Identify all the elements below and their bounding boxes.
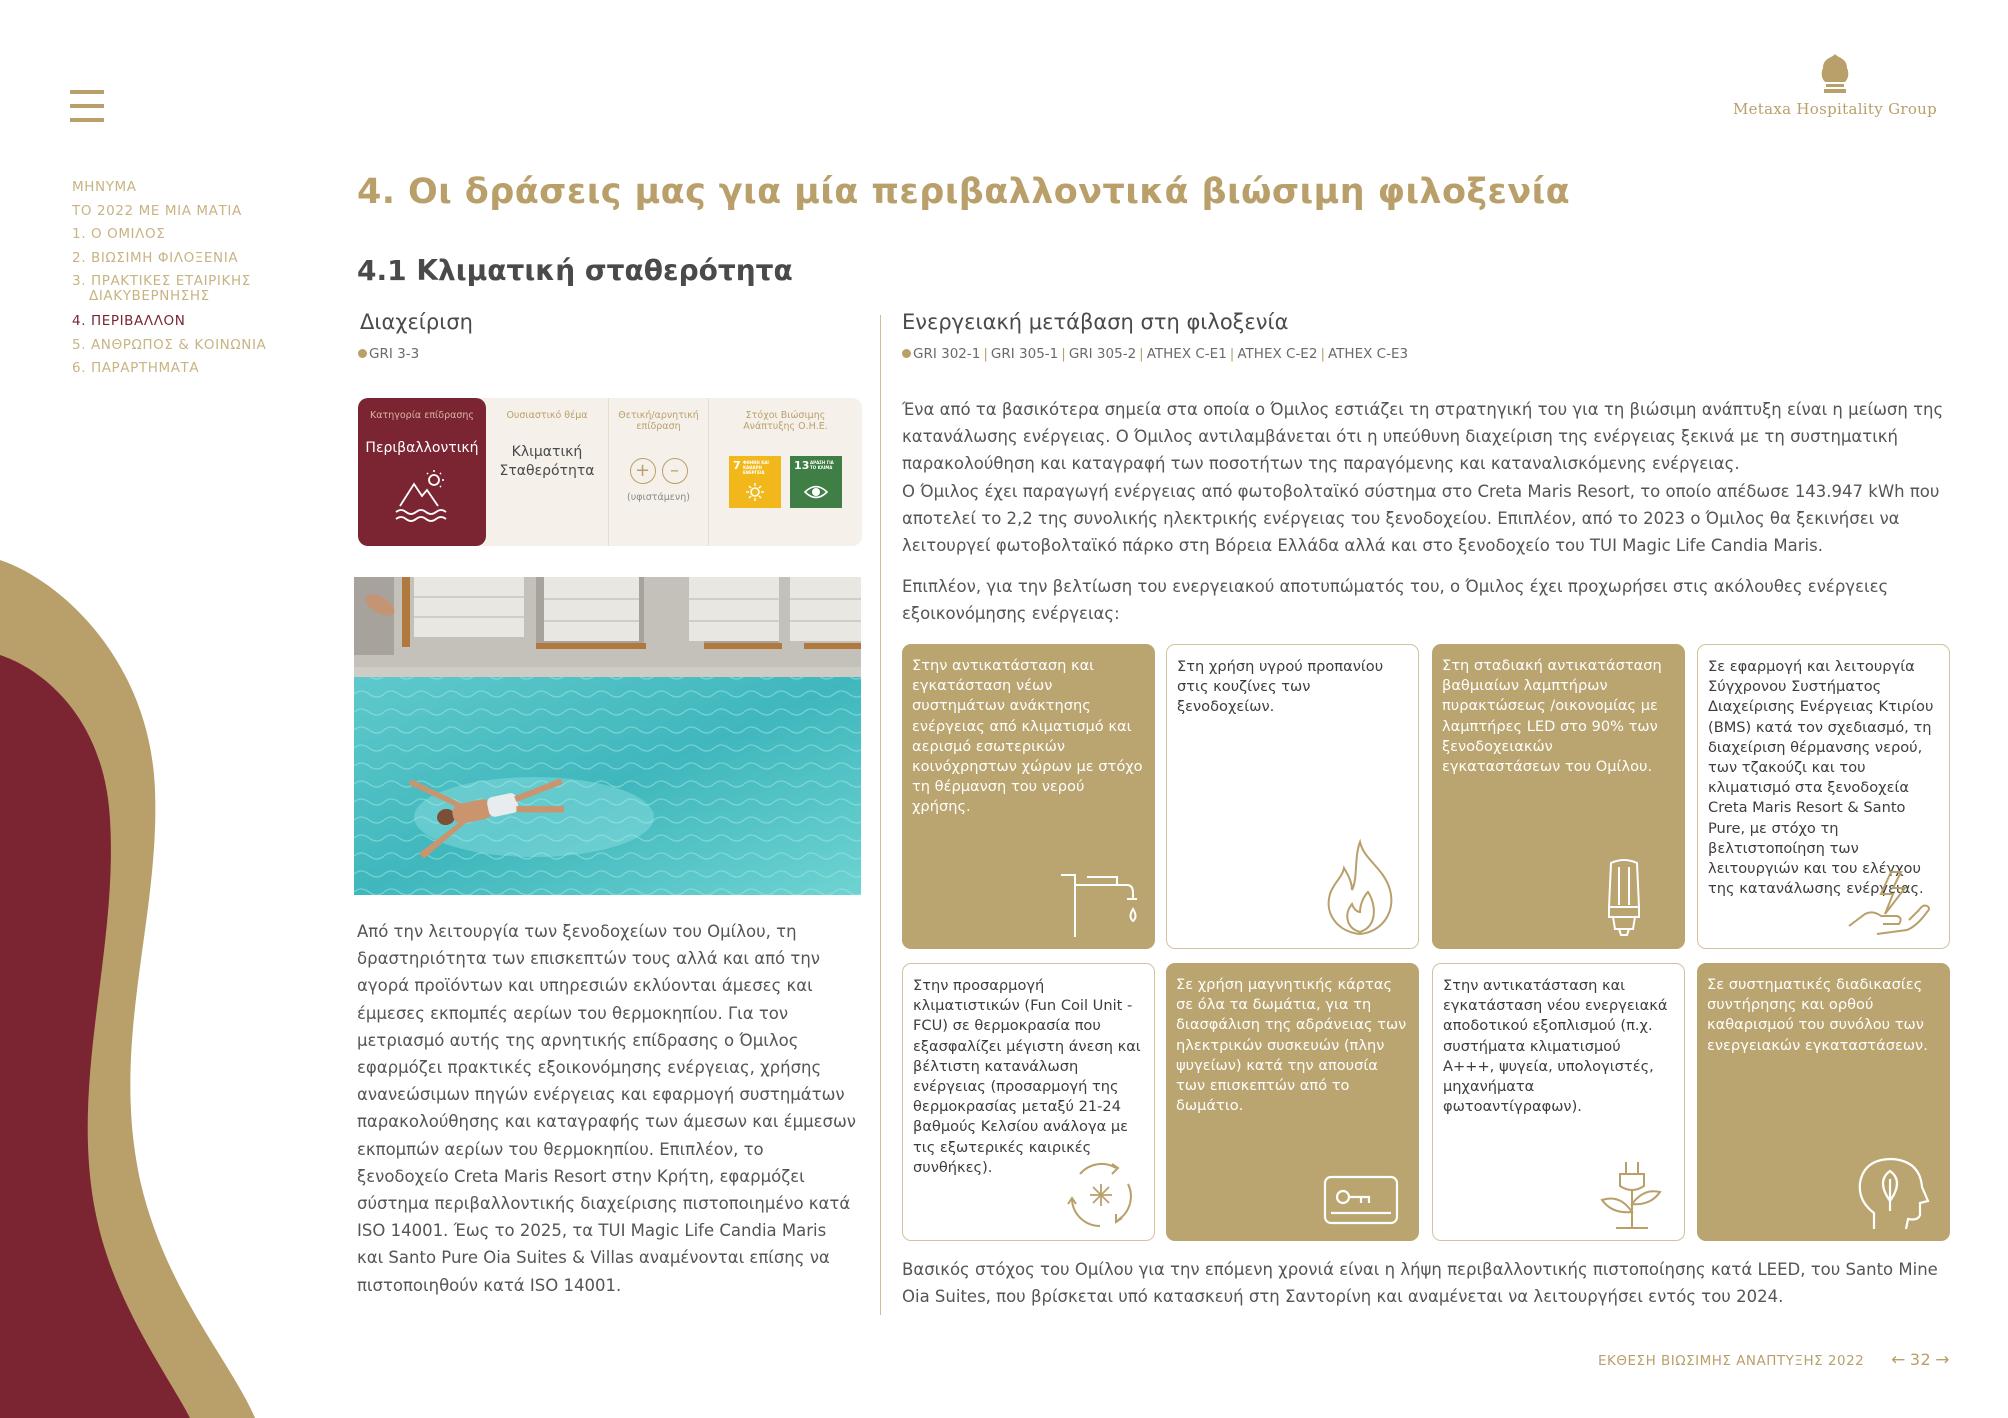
material-topic-line2: Σταθερότητα (499, 463, 595, 479)
management-body-text: Από την λειτουργία των ξενοδοχείων του Ομίλου, τη δραστηριότητα των επισκεπτών τους αλλά και από την αγορά προϊόντων και υπηρεσιών εκλύονται άμεσες και έμμεσες εκπομπές αερίων του θερμοκηπίου. Για τον μετριασμό αυτής της αρνητικής επίδρασης ο Όμιλος εφαρμόζει πρακτικές εξοικονόμησης ενέργειας, χρήσης ανανεώσιμων πηγών ενέργειας και εφαρμογή συστημάτων παρακολούθησης και καταγραφής των άμεσων και έμμεσων εκπομπών αερίων του θερμοκηπίου. Επιπλέον, το ξενοδοχείο Creta Maris Resort στην Κρήτη, εφαρμόζει σύστημα περιβαλλοντικής διαχείρισης πιστοποιημένο κατά ISO 14001. Έως το 2025, τα TUI Magic Life Candia Maris και Santo Pure Oia Suites & Villas αναμένονται επίσης να πιστοποιηθούν κατά ISO 14001. (357, 922, 857, 1295)
gri-code: ATHEX C-E3 (1328, 346, 1409, 362)
impact-category-header: Κατηγορία επίδρασης (370, 410, 474, 421)
section-nav (72, 180, 302, 385)
report-title: ΕΚΘΕΣΗ ΒΙΩΣΙΜΗΣ ΑΝΑΠΤΥΞΗΣ 2022 (1598, 1353, 1865, 1369)
tile-text: Στην αντικατάσταση και εγκατάσταση νέου ενεργειακά αποδοτικού εξοπλισμού (π.χ. συστήματα κλιματισμού A+++, ψυγεία, υπολογιστές, μηχανήματα φωτοαντίγραφων). (1443, 977, 1668, 1116)
management-heading: Διαχείριση (360, 310, 473, 334)
decorative-wave-shape (0, 560, 260, 1418)
material-topic-header: Ουσιαστικό θέμα (506, 410, 588, 421)
key-card-icon (1321, 1171, 1401, 1231)
impact-status-note: (υφιστάμενη) (627, 492, 690, 503)
tile-text: Στη χρήση υγρού προπανίου στις κουζίνες των ξενοδοχείων. (1177, 658, 1384, 716)
sdg7-sun-icon (745, 482, 765, 502)
nav-item-appendices[interactable]: 6. ΠΑΡΑΡΤΗΜΑΤΑ (72, 360, 200, 376)
tile-text: Σε συστηματικές διαδικασίες συντήρησης και ορθού καθαρισμού του συνόλου των ενεργειακών εγκαταστάσεων. (1707, 976, 1928, 1054)
energy-paragraph-3: Επιπλέον, για την βελτίωση του ενεργειακού αποτυπώματός του, ο Όμιλος έχει προχωρήσει στις ακόλουθες ενέργειες εξοικονόμησης ενέργειας: (902, 577, 1889, 624)
nav-item-people-society[interactable]: 5. ΑΝΘΡΩΠΟΣ & ΚΟΙΝΩΝΙΑ (72, 336, 267, 353)
impact-category-value: Περιβαλλοντική (365, 440, 479, 456)
energy-measure-tile (1697, 963, 1950, 1241)
sdg13-badge (790, 456, 842, 508)
gri-code: GRI 305-2 (1068, 346, 1137, 362)
energy-measure-tile (1697, 644, 1950, 949)
head-leaf-icon (1854, 1155, 1930, 1231)
material-topic-line1: Κλιματική (511, 444, 583, 460)
energy-paragraph-4: Βασικός στόχος του Ομίλου για την επόμενη χρονιά είναι η λήψη περιβαλλοντικής πιστοποίησης κατά LEED, του Santo Mine Oia Suites, που βρίσκεται υπό κατασκευή στη Σαντορίνη και αναμένεται να λειτουργήσει εντός του 2024. (902, 1260, 1938, 1307)
nav-item-governance[interactable] (72, 274, 302, 304)
led-bulb-icon (1599, 859, 1649, 939)
sdg13-eye-globe-icon (804, 484, 828, 500)
energy-measure-tile (1166, 963, 1419, 1241)
previous-page-icon[interactable]: ← (1891, 1350, 1906, 1370)
pool-swimmer-photo (354, 577, 861, 895)
sdg7-badge (729, 456, 781, 508)
impact-direction-cell (608, 398, 708, 546)
energy-measure-tile (902, 644, 1155, 949)
hand-energy-icon (1847, 868, 1937, 938)
nav-item-group[interactable]: 1. Ο ΟΜΙΛΟΣ (72, 226, 166, 242)
plug-plant-icon (1596, 1160, 1666, 1230)
nav-item-environment[interactable]: 4. ΠΕΡΙΒΑΛΛΟΝ (72, 313, 186, 329)
impact-direction-header: Θετική/αρνητική επίδραση (618, 410, 699, 432)
energy-measure-tile (902, 963, 1155, 1241)
section-title: 4.1 Κλιματική σταθερότητα (357, 254, 793, 287)
left-gri-reference (358, 346, 419, 362)
page-number: 32 (1909, 1350, 1932, 1369)
page-title: 4. Οι δράσεις μας για μία περιβαλλοντικά βιώσιμη φιλοξενία (357, 172, 1571, 212)
gri-code: ATHEX C-E2 (1237, 346, 1318, 362)
nav-item-message[interactable]: ΜΗΝΥΜΑ (72, 179, 137, 195)
energy-transition-heading: Ενεργειακή μετάβαση στη φιλοξενία (902, 310, 1289, 334)
un-sdg-cell (708, 398, 862, 546)
logo-emblem-icon (1818, 52, 1852, 94)
logo-wordmark: Metaxa Hospitality Group (1732, 100, 1938, 118)
energy-paragraph-2: Ο Όμιλος έχει παραγωγή ενέργειας από φωτοβολταϊκό σύστημα στο Creta Maris Resort, το οποίο απέδωσε 143.947 kWh που αποτελεί το 2,2 της συνολικής ηλεκτρικής ενέργειας του ξενοδοχείου. Επιπλέον, από το 2023 ο Όμιλος θα ξεκινήσει να λειτουργεί φωτοβολταϊκό πάρκο στη Βόρεια Ελλάδα αλλά και στο ξενοδοχείο του TUI Magic Life Candia Maris. (902, 482, 1940, 556)
flame-icon (1320, 838, 1400, 938)
sdg7-number: 7 (732, 459, 741, 472)
energy-measure-tile (1432, 644, 1685, 949)
gri-code: GRI 302-1 (913, 346, 981, 362)
nav-item-sustainable-hospitality[interactable]: 2. ΒΙΩΣΙΜΗ ΦΙΛΟΞΕΝΙΑ (72, 249, 239, 266)
nav-item-2022-glance[interactable]: ΤΟ 2022 ΜΕ ΜΙΑ ΜΑΤΙΑ (72, 202, 242, 219)
energy-paragraph-1: Ένα από τα βασικότερα σημεία στα οποία ο Όμιλος εστιάζει τη στρατηγική του για τη βιώσιμη ανάπτυξη είναι η μείωση της κατανάλωσης ενέργειας. Ο Όμιλος αντιλαμβάνεται ότι η υπεύθυνη διαχείριση της ενέργειας ξεκινά με τη συστηματική παρακολούθηση και καταγραφή των ποσοτήτων της παραγόμενης και καταναλισκόμενης ενέργειας. (902, 400, 1944, 474)
tile-text: Σε χρήση μαγνητικής κάρτας σε όλα τα δωμάτια, για τη διασφάλιση της αδράνειας των ηλεκτρικών συσκευών (πλην ψυγείων) κατά την απουσία των επισκεπτών από το δωμάτιο. (1176, 976, 1407, 1115)
energy-measure-tile (1166, 644, 1419, 949)
mountain-sun-waves-icon (392, 468, 452, 524)
menu-icon[interactable] (70, 90, 104, 126)
nav-item-governance-line2: ΔΙΑΚΥΒΕΡΝΗΣΗΣ (89, 288, 210, 304)
climate-cycle-icon (1066, 1160, 1136, 1230)
energy-measure-tile (1432, 963, 1685, 1241)
faucet-icon (1057, 869, 1137, 939)
sdg13-number: 13 (794, 459, 810, 472)
column-divider (880, 315, 881, 1315)
negative-impact-icon: – (662, 458, 688, 484)
gri-code: GRI 3-3 (369, 346, 420, 362)
nav-item-governance-line1: 3. ΠΡΑΚΤΙΚΕΣ ΕΤΑΙΡΙΚΗΣ (72, 273, 251, 289)
sdg13-label: ΔΡΑΣΗ ΓΙΑ ΤΟ ΚΛΙΜΑ (810, 460, 834, 470)
impact-category-cell (358, 398, 486, 546)
company-logo (1730, 52, 1940, 118)
sdg7-label: ΦΘΗΝΗ ΚΑΙ ΚΑΘΑΡΗ ΕΝΕΡΓΕΙΑ (742, 460, 769, 475)
right-gri-references: GRI 302-1 | GRI 305-1 | GRI 305-2 | ATHEX C-E1 | ATHEX C-E2 | ATHEX C-E3 (902, 346, 1408, 362)
page-footer (1598, 1350, 1954, 1370)
gri-code: GRI 305-1 (990, 346, 1059, 362)
tile-text: Στην αντικατάσταση και εγκατάσταση νέων συστημάτων ανάκτησης ενέργειας από κλιματισμό και αερισμό εσωτερικών κοινόχρηστων χώρων με στόχο τη θέρμανση του νερού χρήσης. (912, 657, 1143, 816)
un-sdg-header: Στόχοι Βιώσιμης Ανάπτυξης Ο.Η.Ε. (743, 410, 828, 432)
gri-code: ATHEX C-E1 (1146, 346, 1227, 362)
material-topic-cell (486, 398, 608, 546)
next-page-icon[interactable]: → (1935, 1350, 1950, 1370)
tile-text: Στη σταδιακή αντικατάσταση βαθμιαίων λαμπτήρων πυρακτώσεως /οικονομίας με λαμπτήρες LED στο 90% των ξενοδοχειακών εγκαταστάσεων του Ομίλου. (1442, 657, 1662, 776)
tile-text: Σε εφαρμογή και λειτουργία Σύγχρονου Συστήματος Διαχείρισης Ενέργειας Κτιρίου (BMS) κατά τον σχεδιασμό, τη διαχείριση θέρμανσης νερού, των τζακούζι και του κλιματισμό στα ξενοδοχεία Creta Maris Resort & Santo Pure, με στόχο τη βελτιστοποίηση των λειτουργιών και του ελέγχου της κατανάλωσης ενέργειας. (1708, 658, 1934, 898)
tile-text: Στην προσαρμογή κλιματιστικών (Fun Coil Unit - FCU) σε θερμοκρασία που εξασφαλίζει μέγιστη άνεση και βέλτιστη κατανάλωση ενέργειας (προσαρμογή της θερμοκρασίας μεταξύ 21-24 βαθμούς Κελσίου ανάλογα με τις εξωτερικές καιρικές συνθήκες). (913, 977, 1141, 1176)
materiality-table (358, 398, 862, 546)
positive-impact-icon: + (630, 458, 656, 484)
